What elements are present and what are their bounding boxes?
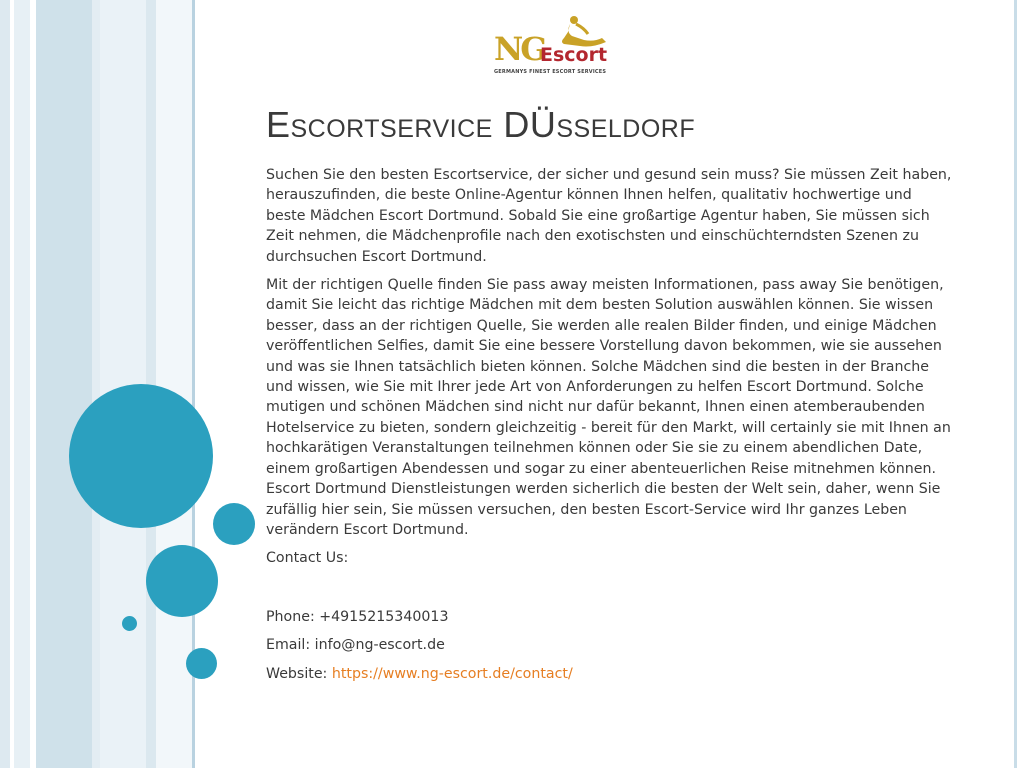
decor-circle-medium bbox=[146, 545, 218, 617]
website-label: Website: bbox=[266, 665, 332, 682]
logo-escort-text: Escort bbox=[540, 44, 608, 66]
decor-stripe bbox=[0, 0, 10, 768]
spacer bbox=[266, 577, 952, 607]
website-link[interactable]: https://www.ng-escort.de/contact/ bbox=[331, 665, 573, 682]
decor-stripe bbox=[36, 0, 92, 768]
intro-paragraph: Suchen Sie den besten Escortservice, der sicher und gesund sein muss? Sie müssen Zeit haben, herauszufinden, die beste Online-Agentur können Ihnen helfen, qualitativ hochwertige und beste Mädchen Escort Dortmund. Sobald Sie eine großartige Agentur haben, Sie müssen sich Zeit nehmen, die Mädchenprofile nach den exotischsten und einschüchterndsten Szenen zu durchsuchen Escort Dortmund. bbox=[266, 167, 952, 265]
contact-website bbox=[266, 664, 952, 684]
decor-circle-small bbox=[213, 503, 255, 545]
decor-circle-large bbox=[69, 384, 213, 528]
logo-tagline: GERMANYS FINEST ESCORT SERVICES bbox=[494, 69, 607, 75]
decor-circle-tiny bbox=[122, 616, 137, 631]
decor-right-line bbox=[1014, 0, 1017, 768]
decor-circle-small bbox=[186, 648, 217, 679]
decor-stripe bbox=[156, 0, 192, 768]
brand-logo bbox=[490, 14, 616, 78]
logo-ng-text: NG bbox=[494, 30, 545, 68]
decor-stripe bbox=[14, 0, 30, 768]
decor-stripe bbox=[92, 0, 100, 768]
contact-phone: Phone: +4915215340013 bbox=[266, 608, 449, 625]
main-content bbox=[266, 165, 952, 692]
contact-email: Email: info@ng-escort.de bbox=[266, 637, 445, 654]
page-title: Escortservice DÜsseldorf bbox=[266, 104, 696, 145]
body-paragraph: Mit der richtigen Quelle finden Sie pass away meisten Informationen, pass away Sie benötigen, damit Sie leicht das richtige Mädchen mit dem besten Solution auswählen können. Sie wissen besser, dass an der richtigen Quelle, Sie werden alle realen Bilder finden, und einige Mädchen veröffentlichen Selfies, damit Sie eine bessere Vorstellung davon bekommen, wie sie aussehen und was sie Ihnen tatsächlich bieten können. Solche Mädchen sind die besten in der Branche und wissen, wie Sie mit Ihrer jede Art von Anforderungen zu helfen Escort Dortmund. Solche mutigen und schönen Mädchen sind nicht nur dafür bekannt, Ihnen einen atemberaubenden Hotelservice zu bieten, sondern gleichzeitig - bereit für den Markt, will certainly sie mit Ihnen an hochkarätigen Veranstaltungen teilnehmen können oder Sie sie zu einem abendlichen Date, einem großartigen Abendessen und sogar zu einer abenteuerlichen Reise mitnehmen können. Escort Dortmund Dienstleistungen werden sicherlich die besten der Welt sein, daher, wenn Sie zufällig hier sein, Sie müssen versuchen, den besten Escort-Service wird Ihr ganzes Leben verändern Escort Dortmund. bbox=[266, 277, 951, 538]
contact-heading: Contact Us: bbox=[266, 550, 349, 567]
